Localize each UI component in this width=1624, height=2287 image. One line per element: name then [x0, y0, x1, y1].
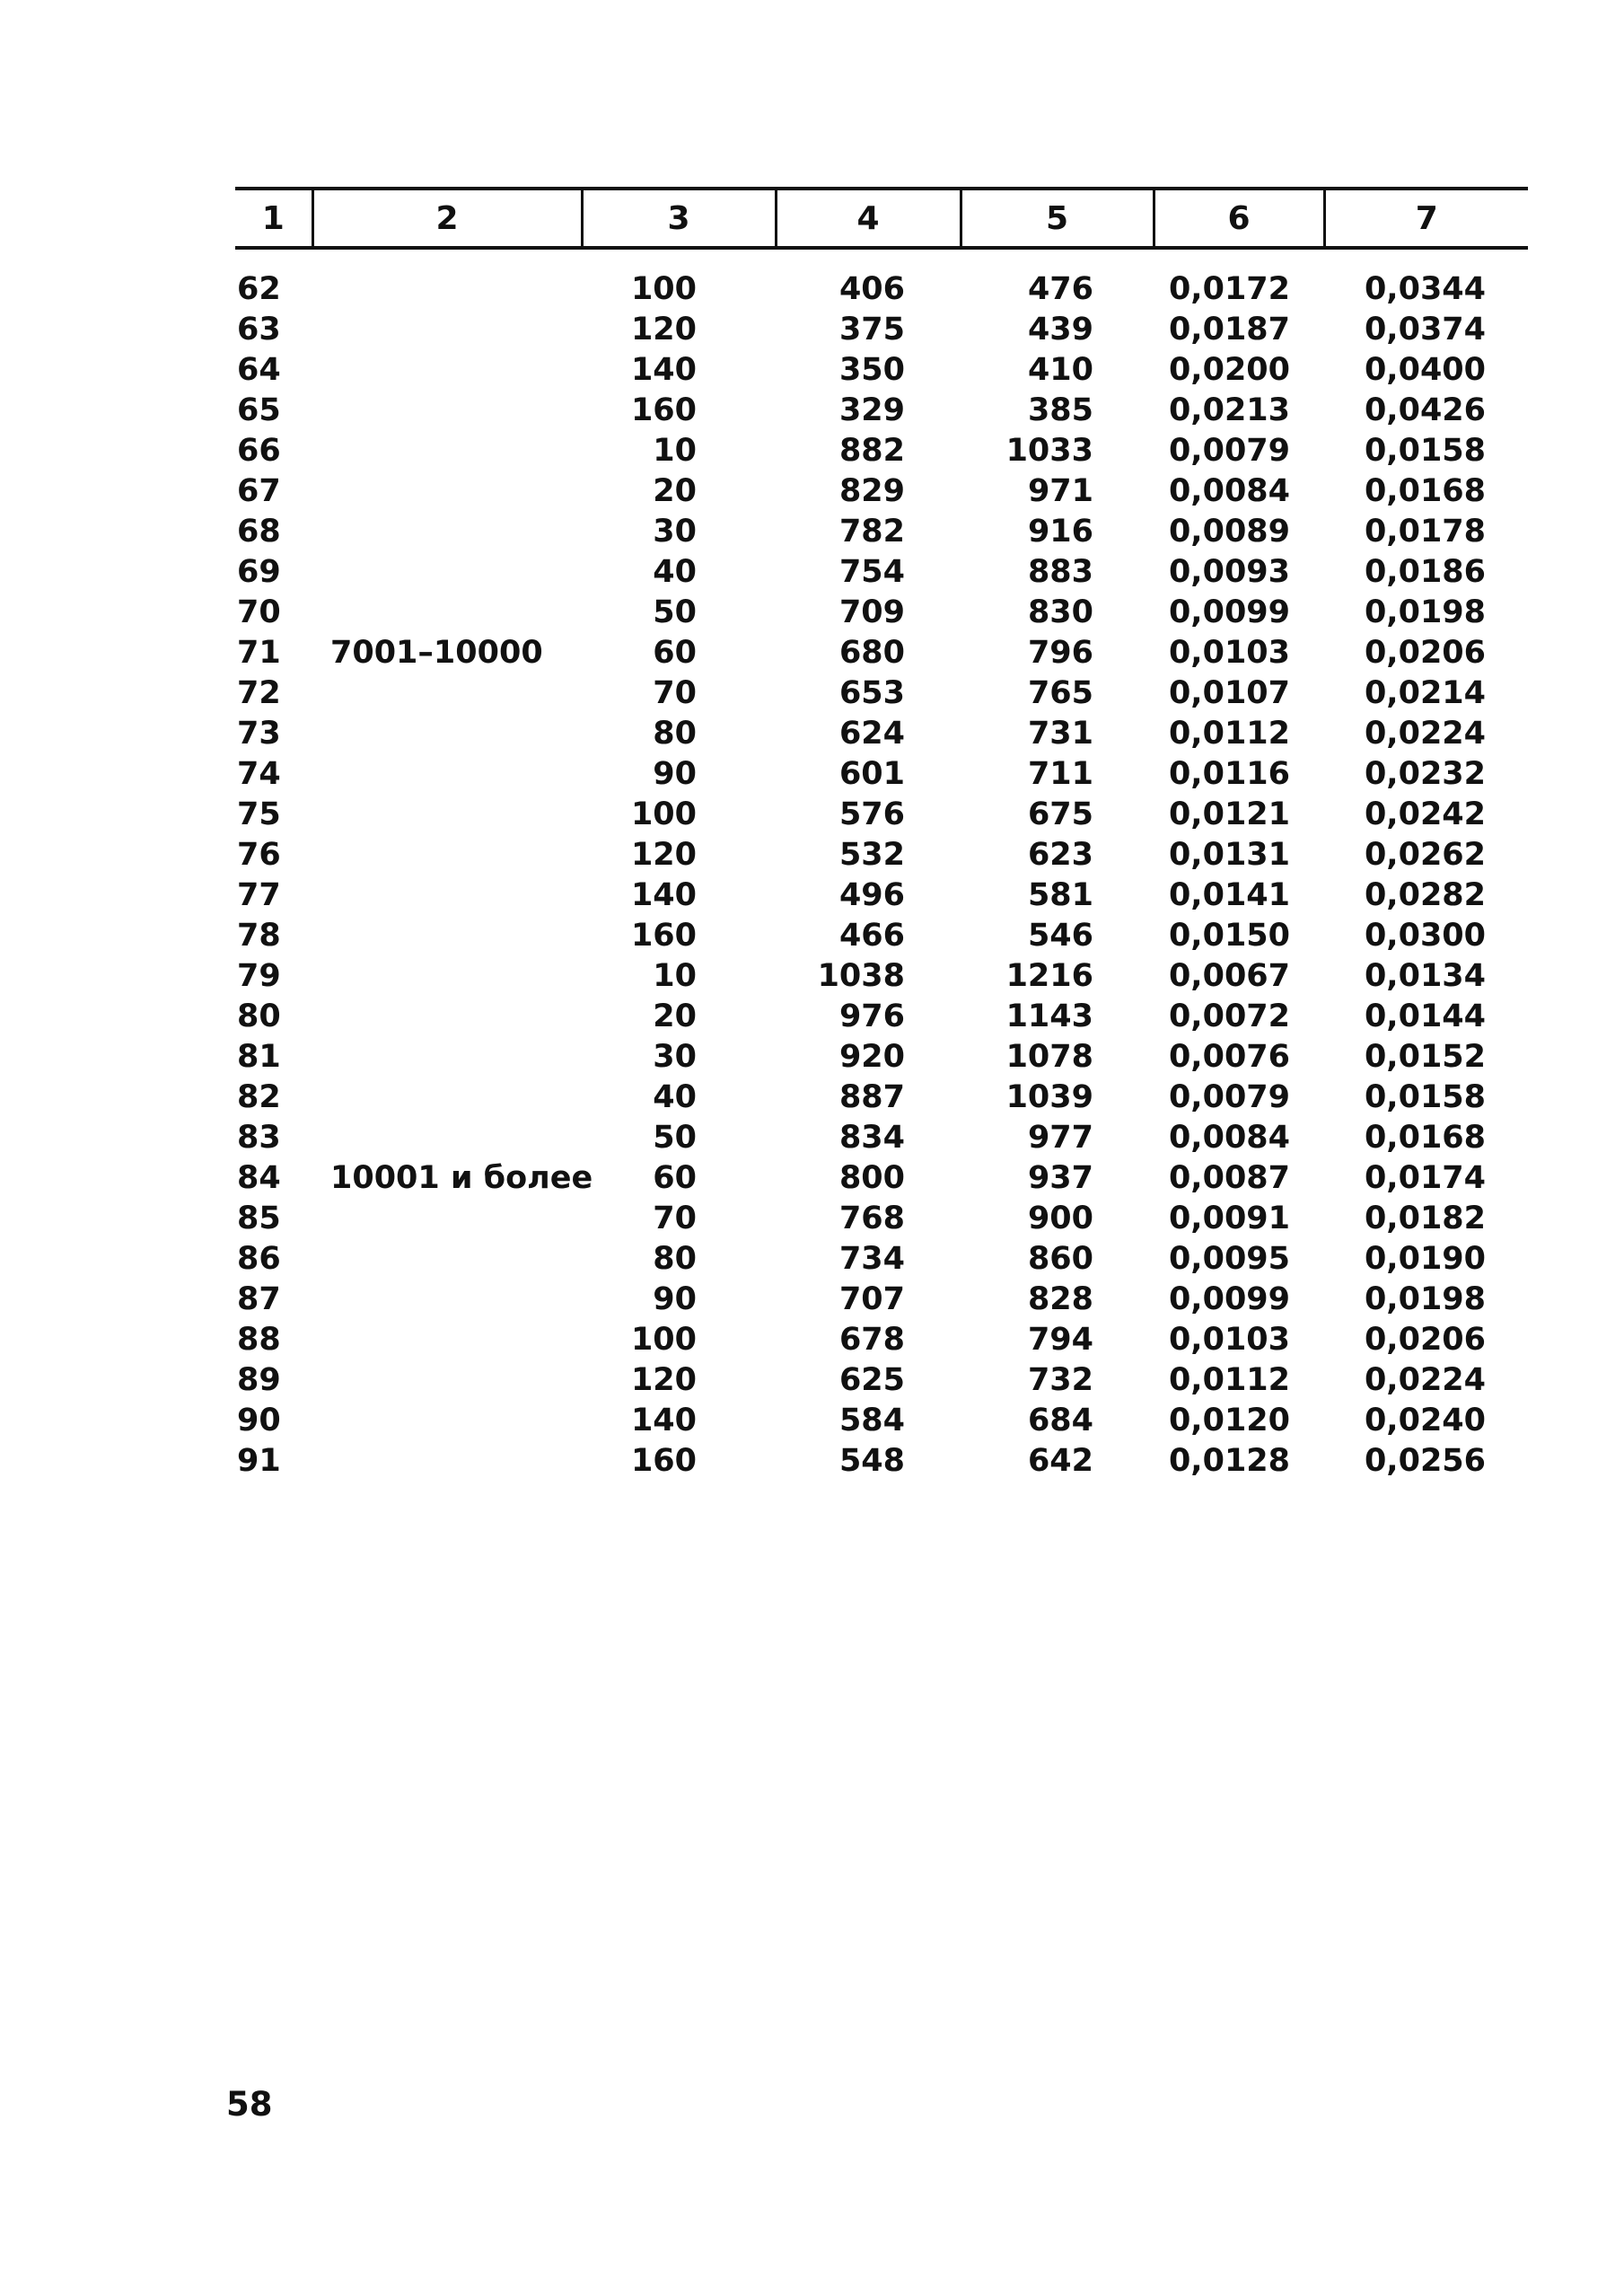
range-cell — [312, 835, 582, 875]
value-cell-4: 329 — [838, 392, 905, 428]
value-cell-6: 0,0084 — [1168, 1120, 1290, 1156]
value-cell-7: 0,0224 — [1364, 716, 1486, 752]
value-cell-5: 581 — [1027, 877, 1093, 913]
value-cell-7: 0,0426 — [1364, 392, 1486, 428]
value-cell-6: 0,0107 — [1168, 675, 1290, 711]
row-number: 88 — [237, 1322, 281, 1358]
row-number: 64 — [237, 352, 281, 388]
value-cell-3: 60 — [653, 635, 697, 671]
value-cell-4: 976 — [838, 998, 905, 1034]
value-cell-5: 900 — [1027, 1201, 1093, 1236]
value-cell-5: 1078 — [1005, 1039, 1093, 1075]
row-number: 76 — [237, 837, 281, 873]
value-cell-5: 796 — [1027, 635, 1093, 671]
table-row — [235, 431, 1528, 471]
value-cell-5: 684 — [1027, 1403, 1093, 1438]
table-row — [235, 1118, 1528, 1158]
table-row — [235, 391, 1528, 431]
value-cell-7: 0,0400 — [1364, 352, 1486, 388]
value-cell-7: 0,0214 — [1364, 675, 1486, 711]
column-header-4: 4 — [776, 189, 961, 248]
value-cell-3: 50 — [653, 594, 697, 630]
column-header-2: 2 — [312, 189, 582, 248]
row-number: 69 — [237, 554, 281, 590]
value-cell-5: 731 — [1027, 716, 1093, 752]
value-cell-4: 709 — [838, 594, 905, 630]
value-cell-5: 794 — [1027, 1322, 1093, 1358]
table-row — [235, 269, 1528, 310]
value-cell-7: 0,0168 — [1364, 473, 1486, 509]
table-row — [235, 714, 1528, 754]
value-cell-5: 642 — [1027, 1443, 1093, 1479]
value-cell-5: 385 — [1027, 392, 1093, 428]
table-row — [235, 1037, 1528, 1078]
value-cell-5: 1216 — [1005, 958, 1093, 994]
value-cell-5: 476 — [1027, 271, 1093, 307]
value-cell-6: 0,0187 — [1168, 312, 1290, 347]
value-cell-7: 0,0262 — [1364, 837, 1486, 873]
value-cell-6: 0,0112 — [1168, 716, 1290, 752]
range-cell — [312, 269, 582, 310]
value-cell-7: 0,0242 — [1364, 796, 1486, 832]
value-cell-7: 0,0206 — [1364, 635, 1486, 671]
value-cell-3: 10 — [653, 433, 697, 469]
range-cell — [312, 997, 582, 1037]
range-cell — [312, 310, 582, 350]
value-cell-7: 0,0178 — [1364, 514, 1486, 550]
table-row — [235, 471, 1528, 512]
row-number: 78 — [237, 918, 281, 954]
value-cell-5: 546 — [1027, 918, 1093, 954]
value-cell-4: 496 — [838, 877, 905, 913]
value-cell-4: 920 — [838, 1039, 905, 1075]
value-cell-6: 0,0131 — [1168, 837, 1290, 873]
table-row — [235, 875, 1528, 916]
value-cell-4: 601 — [838, 756, 905, 792]
value-cell-3: 50 — [653, 1120, 697, 1156]
value-cell-3: 140 — [630, 1403, 697, 1438]
value-cell-3: 120 — [630, 312, 697, 347]
value-cell-4: 584 — [838, 1403, 905, 1438]
value-cell-3: 70 — [653, 1201, 697, 1236]
value-cell-4: 624 — [838, 716, 905, 752]
row-number: 81 — [237, 1039, 281, 1075]
value-cell-5: 977 — [1027, 1120, 1093, 1156]
table-row — [235, 916, 1528, 956]
table-row — [235, 1441, 1528, 1482]
value-cell-6: 0,0200 — [1168, 352, 1290, 388]
value-cell-3: 80 — [653, 716, 697, 752]
value-cell-6: 0,0089 — [1168, 514, 1290, 550]
data-table — [235, 187, 1528, 1482]
value-cell-7: 0,0186 — [1364, 554, 1486, 590]
value-cell-3: 160 — [630, 918, 697, 954]
row-number: 72 — [237, 675, 281, 711]
column-header-5: 5 — [961, 189, 1154, 248]
value-cell-4: 680 — [838, 635, 905, 671]
table-row — [235, 754, 1528, 795]
row-number: 89 — [237, 1362, 281, 1398]
value-cell-3: 40 — [653, 554, 697, 590]
table-row — [235, 673, 1528, 714]
value-cell-7: 0,0158 — [1364, 433, 1486, 469]
range-cell — [312, 1280, 582, 1320]
value-cell-4: 375 — [838, 312, 905, 347]
range-cell — [312, 1037, 582, 1078]
row-number: 67 — [237, 473, 281, 509]
row-number: 62 — [237, 271, 281, 307]
column-header-7: 7 — [1324, 189, 1528, 248]
value-cell-3: 10 — [653, 958, 697, 994]
value-cell-6: 0,0099 — [1168, 1281, 1290, 1317]
column-header-3: 3 — [582, 189, 776, 248]
value-cell-6: 0,0067 — [1168, 958, 1290, 994]
value-cell-6: 0,0141 — [1168, 877, 1290, 913]
range-cell — [312, 471, 582, 512]
table-row — [235, 1320, 1528, 1360]
row-number: 90 — [237, 1403, 281, 1438]
value-cell-5: 675 — [1027, 796, 1093, 832]
value-cell-3: 20 — [653, 998, 697, 1034]
value-cell-5: 711 — [1027, 756, 1093, 792]
range-cell — [312, 1239, 582, 1280]
value-cell-4: 829 — [838, 473, 905, 509]
value-cell-5: 883 — [1027, 554, 1093, 590]
range-cell — [312, 431, 582, 471]
range-cell — [312, 350, 582, 391]
value-cell-3: 160 — [630, 1443, 697, 1479]
value-cell-7: 0,0374 — [1364, 312, 1486, 347]
value-cell-6: 0,0121 — [1168, 796, 1290, 832]
value-cell-6: 0,0091 — [1168, 1201, 1290, 1236]
value-cell-3: 40 — [653, 1079, 697, 1115]
value-cell-5: 916 — [1027, 514, 1093, 550]
table-row — [235, 1360, 1528, 1401]
value-cell-3: 100 — [630, 796, 697, 832]
row-number: 80 — [237, 998, 281, 1034]
table-row — [235, 1199, 1528, 1239]
value-cell-4: 678 — [838, 1322, 905, 1358]
row-number: 75 — [237, 796, 281, 832]
row-number: 86 — [237, 1241, 281, 1277]
row-number: 74 — [237, 756, 281, 792]
value-cell-3: 140 — [630, 877, 697, 913]
value-cell-3: 30 — [653, 514, 697, 550]
value-cell-3: 120 — [630, 837, 697, 873]
row-number: 77 — [237, 877, 281, 913]
table-row — [235, 1280, 1528, 1320]
column-header-6: 6 — [1154, 189, 1324, 248]
range-cell — [312, 795, 582, 835]
range-cell — [312, 673, 582, 714]
value-cell-4: 782 — [838, 514, 905, 550]
value-cell-6: 0,0099 — [1168, 594, 1290, 630]
value-cell-5: 830 — [1027, 594, 1093, 630]
value-cell-7: 0,0158 — [1364, 1079, 1486, 1115]
table-body — [235, 248, 1528, 1482]
table-row — [235, 593, 1528, 633]
table-row — [235, 633, 1528, 673]
value-cell-6: 0,0093 — [1168, 554, 1290, 590]
row-number: 71 — [237, 635, 281, 671]
value-cell-6: 0,0213 — [1168, 392, 1290, 428]
range-cell — [312, 875, 582, 916]
value-cell-6: 0,0095 — [1168, 1241, 1290, 1277]
value-cell-3: 90 — [653, 756, 697, 792]
value-cell-4: 834 — [838, 1120, 905, 1156]
value-cell-7: 0,0300 — [1364, 918, 1486, 954]
table-row — [235, 956, 1528, 997]
value-cell-6: 0,0150 — [1168, 918, 1290, 954]
value-cell-5: 1039 — [1005, 1079, 1093, 1115]
value-cell-3: 20 — [653, 473, 697, 509]
value-cell-3: 30 — [653, 1039, 697, 1075]
value-cell-5: 1033 — [1005, 433, 1093, 469]
range-cell: 10001 и более — [330, 1160, 593, 1196]
row-number: 66 — [237, 433, 281, 469]
value-cell-3: 100 — [630, 271, 697, 307]
value-cell-4: 466 — [838, 918, 905, 954]
value-cell-4: 800 — [838, 1160, 905, 1196]
value-cell-7: 0,0198 — [1364, 1281, 1486, 1317]
value-cell-7: 0,0190 — [1364, 1241, 1486, 1277]
table-row — [235, 835, 1528, 875]
range-cell — [312, 552, 582, 593]
row-number: 91 — [237, 1443, 281, 1479]
value-cell-7: 0,0224 — [1364, 1362, 1486, 1398]
table-row — [235, 1078, 1528, 1118]
page-number: 58 — [226, 2085, 273, 2124]
table-row — [235, 997, 1528, 1037]
value-cell-4: 1038 — [817, 958, 905, 994]
value-cell-3: 100 — [630, 1322, 697, 1358]
value-cell-6: 0,0128 — [1168, 1443, 1290, 1479]
value-cell-6: 0,0079 — [1168, 1079, 1290, 1115]
value-cell-3: 90 — [653, 1281, 697, 1317]
row-number: 79 — [237, 958, 281, 994]
value-cell-4: 350 — [838, 352, 905, 388]
value-cell-6: 0,0172 — [1168, 271, 1290, 307]
value-cell-6: 0,0120 — [1168, 1403, 1290, 1438]
value-cell-5: 732 — [1027, 1362, 1093, 1398]
range-cell — [312, 1401, 582, 1441]
row-number: 73 — [237, 716, 281, 752]
value-cell-5: 439 — [1027, 312, 1093, 347]
value-cell-4: 653 — [838, 675, 905, 711]
value-cell-4: 754 — [838, 554, 905, 590]
value-cell-7: 0,0206 — [1364, 1322, 1486, 1358]
value-cell-6: 0,0084 — [1168, 473, 1290, 509]
range-cell — [312, 1441, 582, 1482]
range-cell — [312, 956, 582, 997]
table-row — [235, 1401, 1528, 1441]
value-cell-3: 120 — [630, 1362, 697, 1398]
value-cell-5: 623 — [1027, 837, 1093, 873]
value-cell-3: 60 — [653, 1160, 697, 1196]
value-cell-5: 828 — [1027, 1281, 1093, 1317]
table-row — [235, 1158, 1528, 1199]
value-cell-7: 0,0144 — [1364, 998, 1486, 1034]
value-cell-5: 860 — [1027, 1241, 1093, 1277]
row-number: 65 — [237, 392, 281, 428]
row-number: 63 — [237, 312, 281, 347]
value-cell-6: 0,0076 — [1168, 1039, 1290, 1075]
value-cell-4: 734 — [838, 1241, 905, 1277]
value-cell-3: 70 — [653, 675, 697, 711]
range-cell — [312, 1199, 582, 1239]
value-cell-5: 971 — [1027, 473, 1093, 509]
range-cell — [312, 593, 582, 633]
range-cell — [312, 512, 582, 552]
value-cell-7: 0,0174 — [1364, 1160, 1486, 1196]
table-row — [235, 512, 1528, 552]
value-cell-4: 532 — [838, 837, 905, 873]
range-cell — [312, 714, 582, 754]
range-cell — [312, 1320, 582, 1360]
table-header-row — [235, 189, 1528, 248]
value-cell-6: 0,0103 — [1168, 635, 1290, 671]
value-cell-7: 0,0240 — [1364, 1403, 1486, 1438]
value-cell-7: 0,0198 — [1364, 594, 1486, 630]
value-cell-5: 937 — [1027, 1160, 1093, 1196]
table-row — [235, 350, 1528, 391]
column-header-1: 1 — [235, 189, 312, 248]
range-cell: 7001–10000 — [330, 635, 543, 671]
value-cell-7: 0,0182 — [1364, 1201, 1486, 1236]
value-cell-7: 0,0168 — [1364, 1120, 1486, 1156]
value-cell-3: 160 — [630, 392, 697, 428]
value-cell-6: 0,0072 — [1168, 998, 1290, 1034]
value-cell-4: 768 — [838, 1201, 905, 1236]
range-cell — [312, 1118, 582, 1158]
table-row — [235, 1239, 1528, 1280]
value-cell-7: 0,0232 — [1364, 756, 1486, 792]
range-cell — [312, 391, 582, 431]
value-cell-5: 765 — [1027, 675, 1093, 711]
table-row — [235, 552, 1528, 593]
value-cell-4: 707 — [838, 1281, 905, 1317]
value-cell-7: 0,0134 — [1364, 958, 1486, 994]
row-number: 82 — [237, 1079, 281, 1115]
value-cell-3: 80 — [653, 1241, 697, 1277]
value-cell-6: 0,0103 — [1168, 1322, 1290, 1358]
value-cell-6: 0,0116 — [1168, 756, 1290, 792]
value-cell-6: 0,0112 — [1168, 1362, 1290, 1398]
value-cell-7: 0,0152 — [1364, 1039, 1486, 1075]
range-cell — [312, 1078, 582, 1118]
value-cell-4: 406 — [838, 271, 905, 307]
value-cell-6: 0,0087 — [1168, 1160, 1290, 1196]
value-cell-5: 1143 — [1005, 998, 1093, 1034]
value-cell-4: 625 — [838, 1362, 905, 1398]
value-cell-7: 0,0256 — [1364, 1443, 1486, 1479]
row-number: 83 — [237, 1120, 281, 1156]
row-number: 70 — [237, 594, 281, 630]
table-row — [235, 310, 1528, 350]
row-number: 87 — [237, 1281, 281, 1317]
value-cell-5: 410 — [1027, 352, 1093, 388]
range-cell — [312, 916, 582, 956]
row-number: 85 — [237, 1201, 281, 1236]
value-cell-6: 0,0079 — [1168, 433, 1290, 469]
range-cell — [312, 754, 582, 795]
value-cell-4: 548 — [838, 1443, 905, 1479]
value-cell-3: 140 — [630, 352, 697, 388]
value-cell-4: 887 — [838, 1079, 905, 1115]
row-number: 84 — [237, 1160, 281, 1196]
table-row — [235, 795, 1528, 835]
range-cell — [312, 1360, 582, 1401]
value-cell-7: 0,0282 — [1364, 877, 1486, 913]
row-number: 68 — [237, 514, 281, 550]
value-cell-4: 576 — [838, 796, 905, 832]
value-cell-7: 0,0344 — [1364, 271, 1486, 307]
value-cell-4: 882 — [838, 433, 905, 469]
